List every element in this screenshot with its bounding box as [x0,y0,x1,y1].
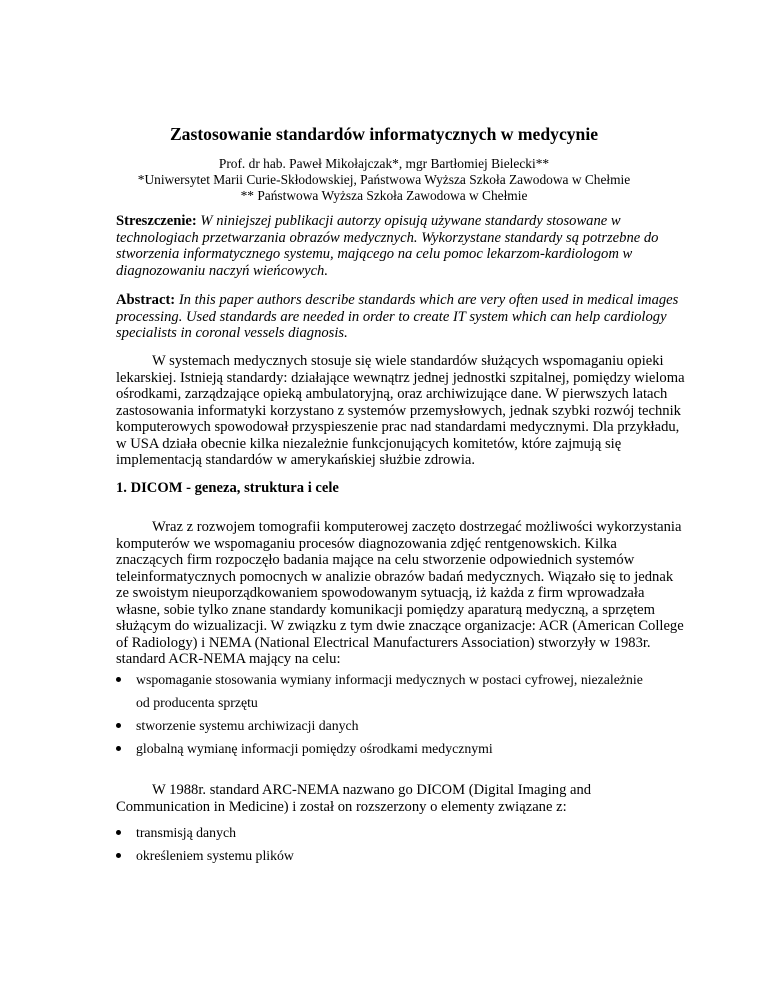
bullet-list [116,668,686,760]
bullet-icon [116,677,121,682]
list-item-text: globalną wymianę informacji pomiędzy ośrodkami medycznymi [136,741,493,756]
abstract-paragraph [116,292,686,342]
streszczenie-text: W niniejszej publikacji autorzy opisują używane standardy stosowane w technologiach przetwarzania obrazów medycznych. Wykorzystane standardy są potrzebne do stworzenia informatycznego systemu, mającego na celu pomoc lekarzom-kardiologom w diagnozowaniu naczyń wieńcowych. [116,213,659,279]
affiliation-line: ** Państwowa Wyższa Szkoła Zawodowa w Chełmie [240,188,528,204]
list-item-text: transmisją danych [136,825,237,840]
bullet-icon [116,746,121,751]
affiliation-line: *Uniwersytet Marii Curie-Skłodowskiej, Państwowa Wyższa Szkoła Zawodowa w Chełmie [137,172,631,188]
authors-block [0,156,768,205]
list-item [116,821,686,844]
abstract-label: Abstract: [116,292,176,308]
document-title: Zastosowanie standardów informatycznych w medycynie [169,124,599,144]
bullet-icon [116,723,121,728]
list-item-continuation [116,691,686,714]
section-paragraph: Wraz z rozwojem tomografii komputerowej zaczęto dostrzegać możliwości wykorzystania komputerów we wspomaganiu procesów diagnozowania zdjęć rentgenowskich. Kilka znaczących firm rozpoczęło badania mające na celu stworzenie odpowiednich systemów teleinformatycznych pomocnych w analizie obrazów badań medycznych. Wiązało się to jednak ze swoistym nieuporządkowaniem spowodowanym sytuacją, iż każda z firm wprowadzała własne, sobie tylko znane standardy komunikacji pomiędzy aparaturą medyczną, a sprzętem służącym do wizualizacji. W związku z tym dwie znaczące organizacje: ACR (American College of Radiology) i NEMA (National Electrical Manufacturers Association) stworzyły w 1983r. standard ACR-NEMA mający na celu: [116,519,684,667]
list-item-text: od producenta sprzętu [136,695,258,710]
section-heading: 1. DICOM - geneza, struktura i cele [116,480,339,496]
abstract-text: In this paper authors describe standards which are very often used in medical images processing. Used standards are needed in order to create IT system which can help cardiology specialists in coronal vessels diagnosis. [116,292,679,341]
streszczenie-label: Streszczenie: [116,213,197,229]
streszczenie-paragraph [116,213,686,279]
bullet-icon [116,830,121,835]
list-item-text: określeniem systemu plików [136,848,294,863]
section-paragraph: W 1988r. standard ARC-NEMA nazwano go DICOM (Digital Imaging and Communication in Medicine) i został on rozszerzony o elementy związane z: [116,782,592,815]
intro-paragraph: W systemach medycznych stosuje się wiele standardów służących wspomaganiu opieki lekarskiej. Istnieją standardy: działające wewnątrz jednej jednostki szpitalnej, pomiędzy wieloma ośrodkami, zarządzające opieką ambulatoryjną, oraz archiwizujące dane. W pierwszych latach zastosowania informatyki korzystano z systemów przemysłowych, jednak szybki rozwój technik komputerowych spowodował przyspieszenie prac nad standardami medycznymi. Dla przykładu, w USA działa obecnie kilka niezależnie funkcjonujących komitetów, które zajmują się implementacją standardów w amerykańskiej służbie zdrowia. [116,353,685,468]
author-line: Prof. dr hab. Paweł Mikołajczak*, mgr Bartłomiej Bielecki** [218,156,550,171]
list-item [116,714,686,737]
list-item [116,844,686,867]
bullet-list [116,821,686,867]
list-item-text: stworzenie systemu archiwizacji danych [136,718,359,733]
bullet-icon [116,853,121,858]
list-item [116,668,686,691]
list-item [116,737,686,760]
list-item-text: wspomaganie stosowania wymiany informacji medycznych w postaci cyfrowej, niezależnie [136,672,643,687]
